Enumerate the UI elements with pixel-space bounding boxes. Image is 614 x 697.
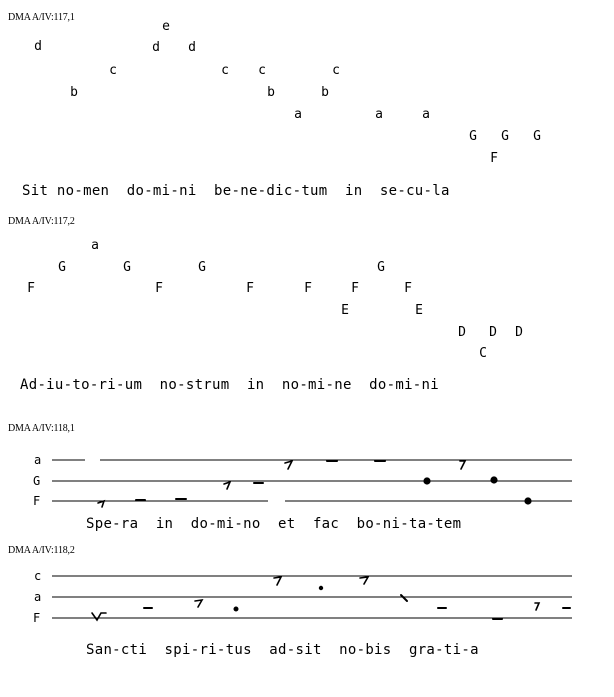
example-4-reference: DMA A/IV:118,2 — [8, 545, 75, 556]
neume-dot — [320, 587, 322, 589]
pitch-letter: a — [91, 238, 99, 253]
neume-virga — [285, 461, 292, 469]
pitch-letter: G — [198, 260, 206, 275]
pitch-letter: F — [246, 281, 254, 296]
pitch-letter: D — [515, 325, 523, 340]
staff-label-F: F — [33, 611, 41, 625]
pitch-letter: G — [533, 129, 541, 144]
pitch-letter: E — [341, 303, 349, 318]
neume-dot — [525, 498, 530, 503]
example-3-lyric: Spe-ra in do-mi-no et fac bo-ni-ta-tem — [86, 516, 462, 532]
pitch-letter: b — [70, 85, 78, 100]
pitch-letter: E — [415, 303, 423, 318]
neume-dot — [491, 477, 496, 482]
pitch-letter: e — [162, 19, 170, 34]
pitch-letter: d — [188, 40, 196, 55]
pitch-letter: c — [258, 63, 266, 78]
neume-virga — [360, 577, 368, 584]
pitch-letter: D — [489, 325, 497, 340]
neume-virga — [195, 600, 202, 607]
neume-oriscus — [401, 595, 407, 601]
neume-dot — [424, 478, 429, 483]
neume-dot — [235, 608, 238, 611]
pitch-letter: G — [469, 129, 477, 144]
pitch-letter: F — [351, 281, 359, 296]
example-3-staff — [0, 445, 614, 515]
neume-virga — [98, 501, 104, 507]
pitch-letter: c — [332, 63, 340, 78]
neume-clivis — [92, 613, 106, 620]
pitch-letter: b — [321, 85, 329, 100]
pitch-letter: D — [458, 325, 466, 340]
neume-virga — [535, 603, 539, 610]
example-1-reference: DMA A/IV:117,1 — [8, 12, 75, 23]
pitch-letter: a — [375, 107, 383, 122]
example-2-lyric: Ad-iu-to-ri-um no-strum in no-mi-ne do-mi-ni — [20, 377, 439, 393]
pitch-letter: c — [109, 63, 117, 78]
staff-label-c: c — [34, 569, 42, 583]
pitch-letter: F — [490, 151, 498, 166]
pitch-letter: d — [34, 39, 42, 54]
pitch-letter: C — [479, 346, 487, 361]
pitch-letter: a — [422, 107, 430, 122]
pitch-letter: G — [501, 129, 509, 144]
neume-virga — [224, 482, 230, 489]
example-4-lyric: San-cti spi-ri-tus ad-sit no-bis gra-ti-a — [86, 642, 479, 658]
pitch-letter: F — [404, 281, 412, 296]
pitch-letter: F — [27, 281, 35, 296]
neume-virga — [274, 577, 281, 585]
staff-label-a: a — [34, 453, 42, 467]
pitch-letter: G — [58, 260, 66, 275]
pitch-letter: G — [123, 260, 131, 275]
pitch-letter: F — [304, 281, 312, 296]
pitch-letter: b — [267, 85, 275, 100]
example-4-staff — [0, 560, 614, 635]
staff-label-G: G — [33, 474, 41, 488]
pitch-letter: a — [294, 107, 302, 122]
example-2-reference: DMA A/IV:117,2 — [8, 216, 75, 227]
pitch-letter: G — [377, 260, 385, 275]
staff-label-a: a — [34, 590, 42, 604]
pitch-letter: c — [221, 63, 229, 78]
pitch-letter: d — [152, 40, 160, 55]
example-3-reference: DMA A/IV:118,1 — [8, 423, 75, 434]
staff-label-F: F — [33, 494, 41, 508]
pitch-letter: F — [155, 281, 163, 296]
neume-virga — [460, 461, 465, 469]
example-1-lyric: Sit no-men do-mi-ni be-ne-dic-tum in se-cu-la — [22, 183, 450, 199]
